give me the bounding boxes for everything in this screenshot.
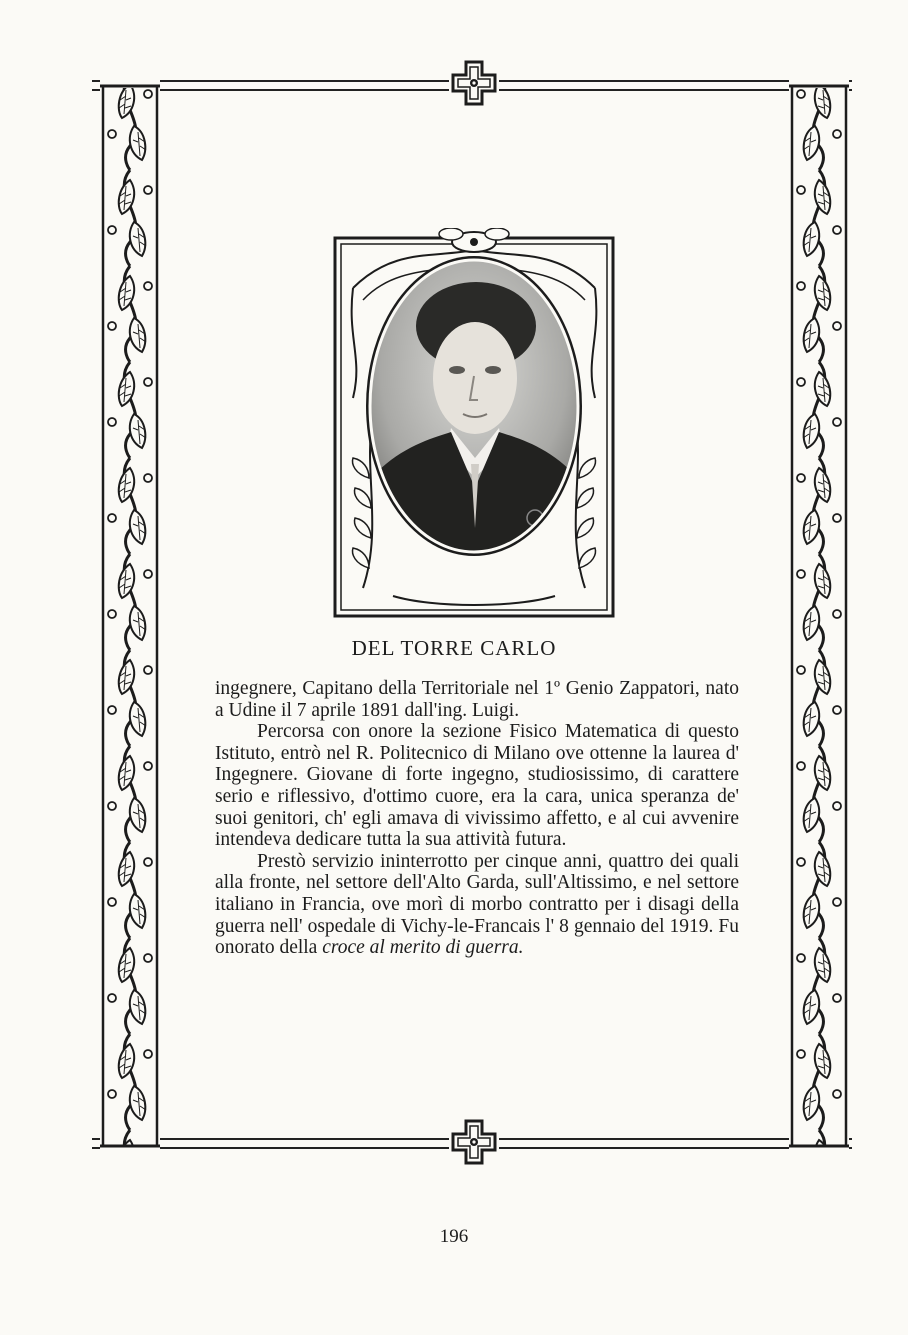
biography-paragraph-text: Prestò servizio ininterrotto per cinque anni, quattro dei quali alla fronte, nel settore dell'Alto Garda, sull'Altissimo, e nel settore italiano in Francia, ove morì di morbo contratto per i disagi della guerra nell' ospedale di Vichy-le-Francais l' 8 gennaio del 1919. Fu onorato della: [215, 850, 739, 959]
award-name: croce al merito di guerra.: [322, 937, 524, 959]
cross-ornament-icon: [449, 1117, 499, 1167]
biography-text: [215, 678, 739, 959]
left-vine-border: [100, 74, 160, 1158]
biography-paragraph: Percorsa con onore la sezione Fisico Matematica di questo Istituto, entrò nel R. Politecnico di Milano ove ottenne la laurea d' Ingegnere. Giovane di forte ingegno, studiosissimo, di carattere serio e riflessivo, d'ottimo cuore, era la cara, unica speranza de' suoi genitori, ch' egli amava di vivissimo affetto, e al cui avvenire intendeva dedicare tutta la sua attività futura.: [215, 721, 739, 851]
page-title: DEL TORRE CARLO: [351, 636, 557, 660]
right-vine-border: [789, 74, 849, 1158]
cross-ornament-icon: [449, 58, 499, 108]
portrait-wreath-frame: [333, 228, 615, 618]
biography-paragraph: [215, 851, 739, 959]
page-number: 196: [439, 1226, 469, 1247]
biography-paragraph: ingegnere, Capitano della Territoriale nel 1º Genio Zappatori, nato a Udine il 7 aprile 1891 dall'ing. Luigi.: [215, 678, 739, 721]
